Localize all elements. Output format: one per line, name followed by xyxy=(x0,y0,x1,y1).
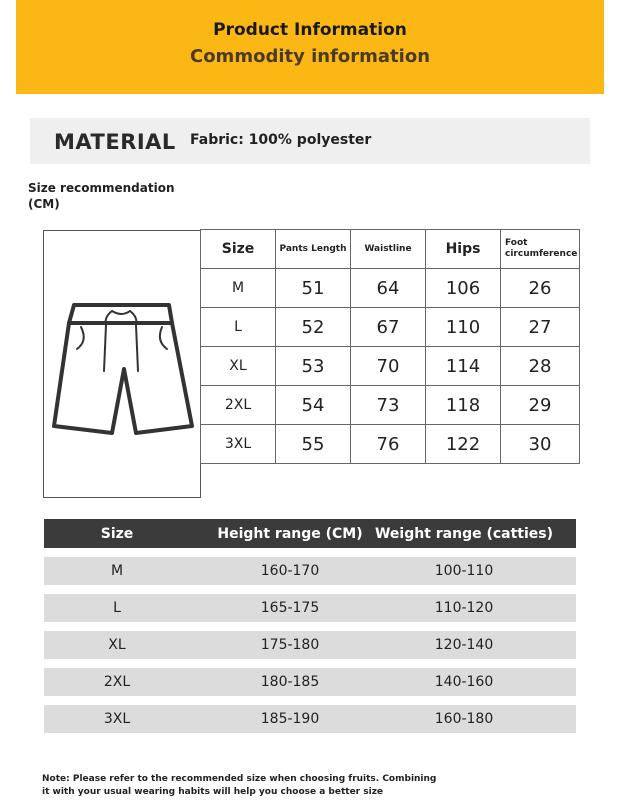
banner-subtitle: Commodity information xyxy=(189,46,431,67)
material-bar xyxy=(30,118,590,164)
recommend-cell-height: 160-170 xyxy=(260,563,320,579)
recommend-header-height: Height range (CM) xyxy=(217,525,363,542)
recommend-cell-height: 180-185 xyxy=(260,674,320,690)
product-image-box xyxy=(43,230,201,498)
recommend-header-size: Size xyxy=(100,525,134,542)
recommend-header-weight: Weight range (catties) xyxy=(374,525,554,542)
recommend-cell-weight: 140-160 xyxy=(434,674,494,690)
size-recommendation-label: Size recommendation (CM) xyxy=(28,181,175,211)
recommend-cell-weight: 110-120 xyxy=(434,600,494,616)
spec-cell-size: 2XL xyxy=(201,386,276,425)
spec-cell-hips: 114 xyxy=(426,347,501,386)
shorts-outline-icon xyxy=(44,231,202,499)
size-note: Note: Please refer to the recommended size when choosing fruits. Combining it with your usual wearing habits will help you choose a better size xyxy=(42,774,437,797)
spec-cell-waistline: 73 xyxy=(351,386,426,425)
spec-cell-foot-circumference: 27 xyxy=(501,308,580,347)
recommend-cell-size: 2XL xyxy=(103,674,131,690)
spec-cell-hips: 118 xyxy=(426,386,501,425)
spec-cell-pants-length: 55 xyxy=(276,425,351,464)
spec-cell-size: M xyxy=(201,269,276,308)
spec-cell-hips: 110 xyxy=(426,308,501,347)
spec-header-row xyxy=(201,230,580,269)
recommend-header-row xyxy=(44,519,576,548)
spec-header-hips: Hips xyxy=(426,230,501,269)
recommend-cell-size: M xyxy=(110,563,124,579)
table-row xyxy=(201,347,580,386)
table-row xyxy=(201,269,580,308)
banner-title: Product Information xyxy=(213,20,407,40)
recommend-cell-height: 185-190 xyxy=(260,711,320,727)
spec-cell-pants-length: 51 xyxy=(276,269,351,308)
table-row xyxy=(201,308,580,347)
product-info-banner xyxy=(16,0,604,94)
table-row xyxy=(44,557,576,585)
recommend-cell-size: XL xyxy=(108,637,126,653)
spec-cell-hips: 122 xyxy=(426,425,501,464)
recommend-cell-weight: 120-140 xyxy=(434,637,494,653)
spec-cell-pants-length: 54 xyxy=(276,386,351,425)
recommend-cell-size: L xyxy=(113,600,121,616)
table-row xyxy=(44,705,576,733)
spec-cell-size: XL xyxy=(201,347,276,386)
spec-cell-waistline: 76 xyxy=(351,425,426,464)
material-label: MATERIAL xyxy=(54,130,176,154)
recommend-cell-size: 3XL xyxy=(103,711,131,727)
size-spec-table xyxy=(200,229,580,464)
spec-cell-foot-circumference: 28 xyxy=(501,347,580,386)
recommend-cell-height: 165-175 xyxy=(260,600,320,616)
spec-cell-waistline: 67 xyxy=(351,308,426,347)
recommend-cell-weight: 160-180 xyxy=(434,711,494,727)
spec-cell-pants-length: 52 xyxy=(276,308,351,347)
table-row xyxy=(44,631,576,659)
spec-header-foot-circumference: Foot circumference xyxy=(501,230,580,269)
recommend-cell-weight: 100-110 xyxy=(434,563,494,579)
table-row xyxy=(201,386,580,425)
spec-cell-foot-circumference: 26 xyxy=(501,269,580,308)
table-row xyxy=(44,668,576,696)
spec-cell-size: L xyxy=(201,308,276,347)
recommend-cell-height: 175-180 xyxy=(260,637,320,653)
spec-cell-foot-circumference: 30 xyxy=(501,425,580,464)
material-value: Fabric: 100% polyester xyxy=(190,132,372,148)
spec-cell-size: 3XL xyxy=(201,425,276,464)
spec-cell-waistline: 70 xyxy=(351,347,426,386)
spec-header-size: Size xyxy=(201,230,276,269)
table-row xyxy=(44,594,576,622)
spec-cell-waistline: 64 xyxy=(351,269,426,308)
spec-header-waistline: Waistline xyxy=(351,230,426,269)
table-row xyxy=(201,425,580,464)
spec-cell-foot-circumference: 29 xyxy=(501,386,580,425)
spec-cell-hips: 106 xyxy=(426,269,501,308)
spec-cell-pants-length: 53 xyxy=(276,347,351,386)
spec-header-pants-length: Pants Length xyxy=(276,230,351,269)
